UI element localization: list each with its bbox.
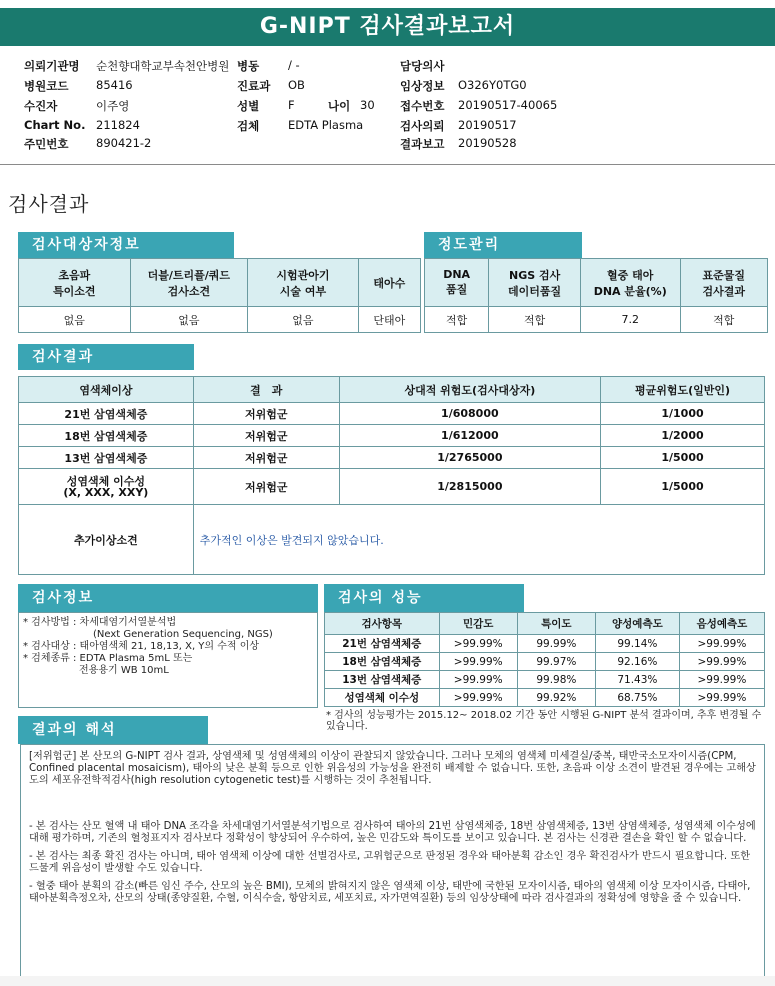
test-info-line: 전용용기 WB 10mL: [79, 665, 169, 676]
row-average: 1/5000: [601, 447, 765, 469]
perf-cell: 99.97%: [517, 653, 595, 671]
perf-cell: 18번 삼염색체증: [325, 653, 440, 671]
qc-header: NGS 검사 데이터품질: [489, 259, 581, 307]
value-age: 30: [360, 98, 375, 112]
results-row: [19, 425, 765, 447]
perf-header: 양성예측도: [595, 613, 679, 635]
label-clinical-info: 임상정보: [400, 79, 445, 93]
row-result: 저위험군: [193, 447, 339, 469]
qc-header: 표준물질 검사결과: [680, 259, 768, 307]
test-info-box: [18, 612, 318, 708]
row-name: 21번 삼염색체증: [19, 403, 194, 425]
perf-cell: 13번 삼염색체증: [325, 671, 440, 689]
row-name: 18번 삼염색체증: [19, 425, 194, 447]
interpretation-title: 결과의 해석: [18, 716, 208, 744]
value-patient: 이주영: [96, 99, 130, 113]
qc-value: 적합: [425, 307, 489, 333]
interpretation-bullet: - 본 검사는 최종 확진 검사는 아니며, 태아 염색체 이상에 대한 선별검사로, 고위험군으로 판정된 경우와 태아분획 감소인 경우 확진검사가 반드시 필요합니다. 또한 드물게 위음성이 발생할 수도 있습니다.: [29, 851, 751, 874]
row-average: 1/1000: [601, 403, 765, 425]
perf-cell: 71.43%: [595, 671, 679, 689]
results-header: 상대적 위험도(검사대상자): [339, 377, 600, 403]
row-name: 13번 삼염색체증: [19, 447, 194, 469]
perf-row: [325, 653, 765, 671]
label-hospital-code: 병원코드: [24, 79, 69, 93]
subject-value: 없음: [130, 307, 248, 333]
row-result: 저위험군: [193, 469, 339, 505]
row-result: 저위험군: [193, 403, 339, 425]
perf-cell: 99.14%: [595, 635, 679, 653]
perf-cell: 99.98%: [517, 671, 595, 689]
results-header: 평균위험도(일반인): [601, 377, 765, 403]
perf-cell: >99.99%: [439, 635, 517, 653]
subject-value: 없음: [248, 307, 359, 333]
additional-finding-value: 추가적인 이상은 발견되지 않았습니다.: [193, 505, 764, 575]
value-chart-no: 211824: [96, 118, 140, 132]
perf-cell: >99.99%: [439, 671, 517, 689]
value-sex: F: [288, 98, 295, 112]
performance-table: [324, 612, 765, 707]
perf-cell: >99.99%: [679, 635, 764, 653]
performance-title: 검사의 성능: [324, 584, 524, 612]
value-hospital: 순천향대학교부속천안병원: [96, 59, 230, 73]
label-receipt-no: 접수번호: [400, 99, 445, 113]
subject-header: 초음파 특이소견: [19, 259, 131, 307]
subject-header: 태아수: [358, 259, 420, 307]
row-relative: 1/612000: [339, 425, 600, 447]
label-request-date: 검사의뢰: [400, 119, 445, 133]
main-heading: 검사결과: [8, 192, 90, 216]
label-sex: 성별: [237, 99, 260, 113]
additional-finding-label: 추가이상소견: [19, 505, 194, 575]
perf-cell: 성염색체 이수성: [325, 689, 440, 707]
label-doctor: 담당의사: [400, 59, 445, 73]
interpretation-bullet: - 혈중 태아 분획의 감소(빠른 임신 주수, 산모의 높은 BMI), 모체의 밝혀지지 않은 염색체 이상, 태반에 국한된 모자이시즘, 태아의 염색체 이상 모자이시즘, 다태아, 태아분획측정오차, 산모의 상태(종양질환, 수혈, 이식수술, 항암치료, 세포치료, 자가면역질환) 등의 임상상태에 따라 검사결과의 정확성에 영향을 줄 수 있습니다.: [29, 881, 751, 904]
perf-cell: >99.99%: [679, 689, 764, 707]
perf-header: 검사항목: [325, 613, 440, 635]
label-specimen: 검체: [237, 119, 260, 133]
test-info-line: (Next Generation Sequencing, NGS): [93, 629, 273, 640]
subject-value: 없음: [19, 307, 131, 333]
qc-section-title: 정도관리: [424, 232, 582, 258]
page-bottom: [0, 976, 775, 986]
report-title: G-NIPT 검사결과보고서: [0, 8, 775, 46]
label-report-date: 결과보고: [400, 137, 445, 151]
perf-cell: 99.99%: [517, 635, 595, 653]
perf-cell: 92.16%: [595, 653, 679, 671]
perf-row: [325, 689, 765, 707]
perf-cell: >99.99%: [679, 671, 764, 689]
subject-header: 시험관아기 시술 여부: [248, 259, 359, 307]
divider: [0, 164, 775, 165]
row-average: 1/2000: [601, 425, 765, 447]
value-report-date: 20190528: [458, 136, 517, 150]
qc-value: 적합: [680, 307, 768, 333]
perf-row: [325, 635, 765, 653]
qc-header: DNA 품질: [425, 259, 489, 307]
qc-table: [424, 258, 768, 333]
perf-header: 민감도: [439, 613, 517, 635]
perf-cell: 68.75%: [595, 689, 679, 707]
value-department: OB: [288, 78, 305, 92]
qc-value: 적합: [489, 307, 581, 333]
label-department: 진료과: [237, 79, 271, 93]
performance-note: * 검사의 성능평가는 2015.12~ 2018.02 기간 동안 시행된 G-NIPT 분석 결과이며, 추후 변경될 수 있습니다.: [326, 710, 762, 732]
interpretation-paragraph: [저위험군] 본 산모의 G-NIPT 검사 결과, 상염색체 및 성염색체의 이상이 관찰되지 않았습니다. 그러나 모체의 염색체 미세결실/중복, 태반국소모자이시즘(CPM, Confined placental mosaicism), 태아의 낮은 분획 등으로 인한 위음성의 가능성을 완전히 배제할 수 없습니다. 또한, 초음파 이상 소견이 발견된 경우에는 고해상도의 세포유전학적검사(high resolution cytogenetic test)를 시행하는 것이 추천됩니다.: [29, 751, 756, 786]
value-request-date: 20190517: [458, 118, 517, 132]
label-hospital: 의뢰기관명: [24, 59, 80, 73]
results-table: [18, 376, 765, 575]
label-resident-no: 주민번호: [24, 137, 69, 151]
perf-cell: 21번 삼염색체증: [325, 635, 440, 653]
row-result: 저위험군: [193, 425, 339, 447]
results-header: 결 과: [193, 377, 339, 403]
label-chart-no: Chart No.: [24, 118, 86, 132]
results-row: [19, 447, 765, 469]
row-relative: 1/608000: [339, 403, 600, 425]
test-info-line: * 검사방법 : 차세대염기서열분석법: [23, 617, 177, 628]
qc-header: 혈중 태아 DNA 분율(%): [580, 259, 680, 307]
label-patient: 수진자: [24, 99, 58, 113]
value-hospital-code: 85416: [96, 78, 133, 92]
subject-table: [18, 258, 421, 333]
row-average: 1/5000: [601, 469, 765, 505]
value-resident-no: 890421-2: [96, 136, 152, 150]
perf-cell: >99.99%: [439, 653, 517, 671]
perf-row: [325, 671, 765, 689]
test-info-title: 검사정보: [18, 584, 318, 612]
test-info-line: * 검체종류 : EDTA Plasma 5mL 또는: [23, 653, 193, 664]
row-relative: 1/2765000: [339, 447, 600, 469]
perf-cell: 99.92%: [517, 689, 595, 707]
perf-header: 특이도: [517, 613, 595, 635]
results-row: [19, 469, 765, 505]
perf-cell: >99.99%: [679, 653, 764, 671]
results-section-title: 검사결과: [18, 344, 194, 370]
value-specimen: EDTA Plasma: [288, 118, 364, 132]
row-relative: 1/2815000: [339, 469, 600, 505]
interpretation-box: [20, 744, 765, 977]
qc-value: 7.2: [580, 307, 680, 333]
subject-value: 단태아: [358, 307, 420, 333]
subject-header: 더블/트리플/쿼드 검사소견: [130, 259, 248, 307]
perf-cell: >99.99%: [439, 689, 517, 707]
label-age: 나이: [328, 99, 351, 113]
results-header: 염색체이상: [19, 377, 194, 403]
interpretation-bullet: - 본 검사는 산모 혈액 내 태아 DNA 조각을 차세대염기서열분석기법으로 검사하여 태아의 21번 삼염색체증, 18번 삼염색체증, 13번 삼염색체증, 성염색체 이수성에 대해 평가하며, 기존의 혈청표지자 검사보다 정확성이 향상되어 우수하여, 높은 민감도와 특이도를 보이고 있습니다. 본 검사는 신경관 결손을 확인 할 수 없습니다.: [29, 821, 756, 844]
value-ward: / -: [288, 58, 300, 72]
test-info-line: * 검사대상 : 태아염색체 21, 18,13, X, Y의 수적 이상: [23, 641, 260, 652]
subject-section-title: 검사대상자정보: [18, 232, 234, 258]
perf-header: 음성예측도: [679, 613, 764, 635]
results-row: [19, 403, 765, 425]
row-name: 성염색체 이수성 (X, XXX, XXY): [19, 469, 194, 505]
value-receipt-no: 20190517-40065: [458, 98, 558, 112]
label-ward: 병동: [237, 59, 260, 73]
value-clinical-info: O326Y0TG0: [458, 78, 527, 92]
